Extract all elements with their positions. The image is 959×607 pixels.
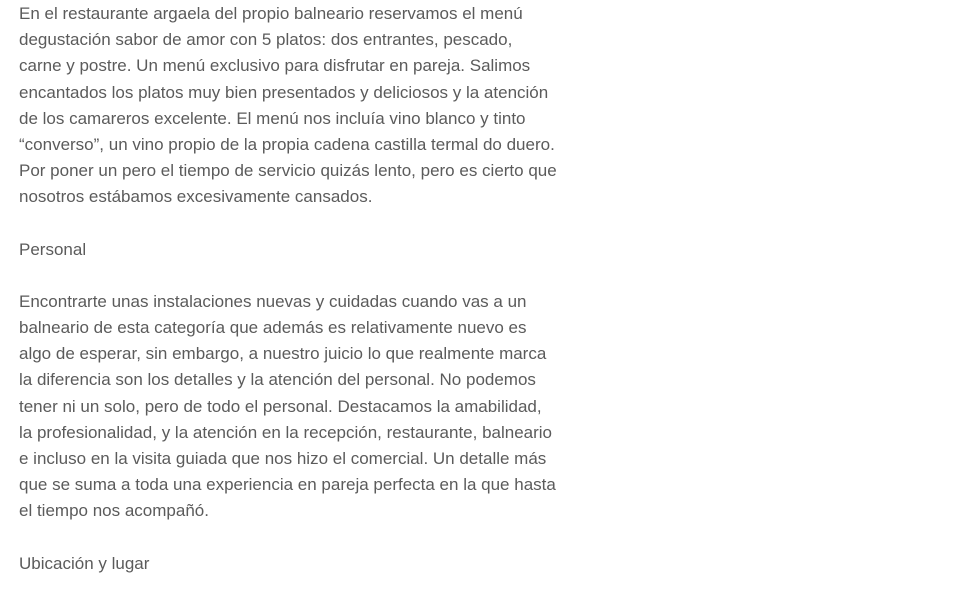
- article-body: [19, 1, 559, 603]
- staff-paragraph: Encontrarte unas instalaciones nuevas y cuidadas cuando vas a un balneario de esta categoría que además es relativamente nuevo es algo de esperar, sin embargo, a nuestro juicio lo que realmente marca la diferencia son los detalles y la atención del personal. No podemos tener ni un solo, pero de todo el personal. Destacamos la amabilidad, la profesionalidad, y la atención en la recepción, restaurante, balneario e incluso en la visita guiada que nos hizo el comercial. Un detalle más que se suma a toda una experiencia en pareja perfecta en la que hasta el tiempo nos acompañó.: [19, 291, 556, 521]
- restaurant-paragraph: En el restaurante argaela del propio balneario reservamos el menú degustación sabor de amor con 5 platos: dos entrantes, pescado, carne y postre. Un menú exclusivo para disfrutar en pareja. Salimos encantados los platos muy bien presentados y deliciosos y la atención de los camareros excelente. El menú nos incluía vino blanco y tinto “converso”, un vino propio de la propia cadena castilla termal do duero. Por poner un pero el tiempo de servicio quizás lento, pero es cierto que nosotros estábamos excesivamente cansados.: [19, 4, 557, 207]
- section-heading-personal: Personal: [19, 239, 87, 259]
- section-heading-location: Ubicación y lugar: [19, 553, 150, 573]
